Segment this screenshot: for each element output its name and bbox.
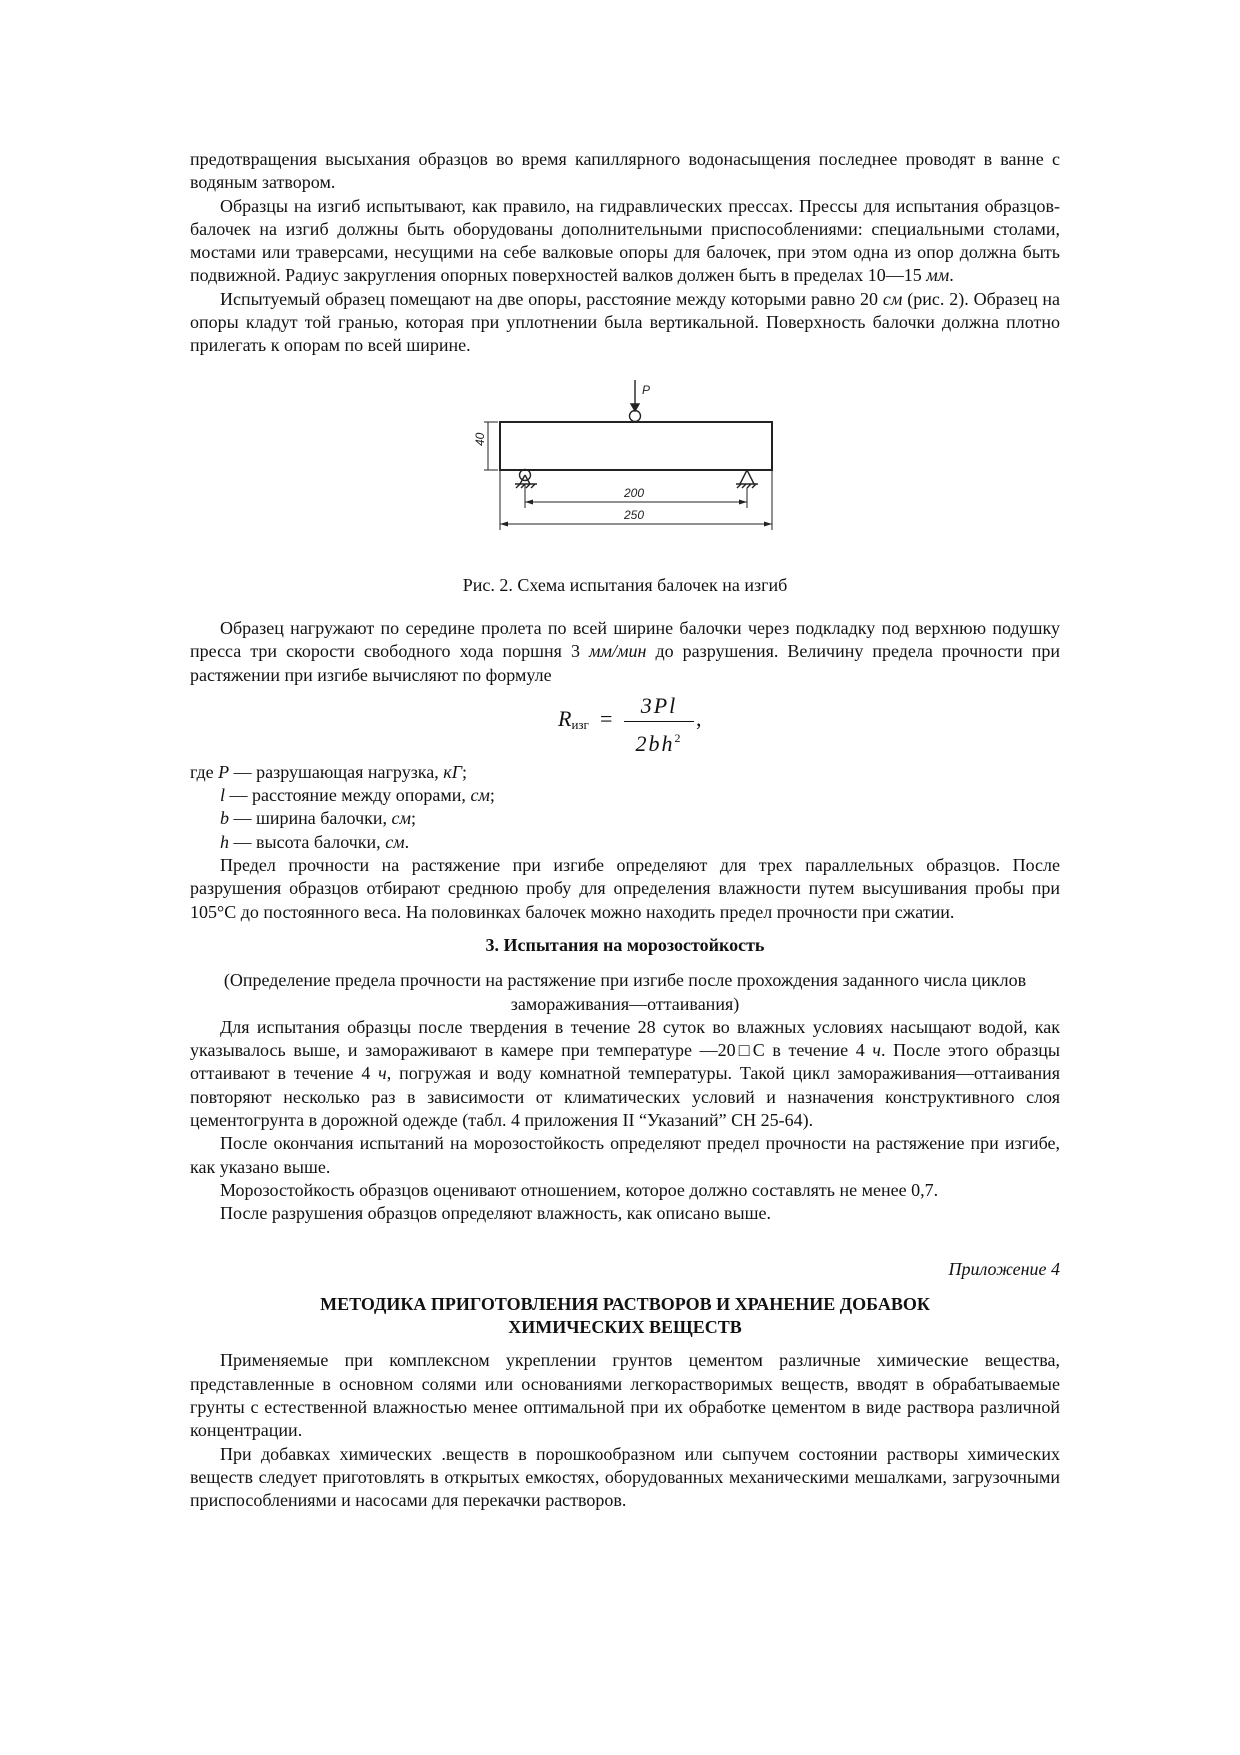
total-length-label: 250 bbox=[624, 507, 645, 522]
paragraph-frost-4: После разрушения образцов определяют влажность, как описано выше. bbox=[220, 1203, 771, 1224]
degree-glyph: □ bbox=[735, 1040, 753, 1061]
formula-denominator bbox=[624, 722, 694, 756]
unit: см bbox=[391, 808, 411, 829]
paragraph-frost-2: После окончания испытаний на морозостойкость определяют предел прочности на растяжение при изгибе, как указано выше. bbox=[190, 1133, 1060, 1177]
paragraph-appendix-2: При добавках химических .веществ в порошкообразном или сыпучем состоянии растворы химических веществ следует приготовлять в открытых емкостях, оборудованных механическими мешалками, загрузочными приспособлениями и насосами для перекачки растворов. bbox=[190, 1443, 1060, 1511]
unit: см bbox=[470, 785, 490, 806]
beam-test-figure bbox=[190, 380, 1060, 552]
text: ; bbox=[411, 808, 417, 829]
variable: l bbox=[220, 785, 226, 806]
text: ; bbox=[461, 761, 467, 782]
title-line-1: МЕТОДИКА ПРИГОТОВЛЕНИЯ РАСТВОРОВ И ХРАНЕНИЕ ДОБАВОК bbox=[320, 1293, 930, 1314]
text: С в течение 4 bbox=[752, 1040, 873, 1061]
unit: мм bbox=[926, 265, 950, 286]
formula-exponent: 2 bbox=[674, 730, 683, 745]
text: , погружая и воду комнатной температуры. Такой цикл замораживания—оттаивания повторяют несколько раз в зависимости от климатических условий и назначения конструктивного слоя цементогрунта в дорожной одежде (табл. 4 приложения II “Указаний” СН 25-64). bbox=[190, 1063, 1060, 1131]
formula-subscript: изг bbox=[571, 716, 589, 732]
text: где bbox=[190, 761, 219, 782]
text: ; bbox=[489, 785, 495, 806]
legend-line-h bbox=[190, 831, 1060, 854]
appendix-label: Приложение 4 bbox=[948, 1258, 1060, 1279]
paragraph-frost-3: Морозостойкость образцов оценивают отношением, которое должно составлять не менее 0,7. bbox=[220, 1179, 939, 1200]
formula-fraction bbox=[624, 691, 694, 756]
paragraph-intro-1: предотвращения высыхания образцов во время капиллярного водонасыщения последнее проводят в ванне с водяным затвором. bbox=[190, 149, 1060, 193]
unit: кГ bbox=[443, 761, 462, 782]
text: Испытуемый образец помещают на две опоры, расстояние между которыми равно 20 bbox=[220, 288, 883, 309]
figure-caption: Рис. 2. Схема испытания балочек на изгиб bbox=[462, 574, 788, 595]
text: — разрушающая нагрузка, bbox=[229, 761, 444, 782]
section-3-title: 3. Испытания на морозостойкость bbox=[485, 934, 765, 955]
height-label: 40 bbox=[473, 432, 487, 446]
legend-line-l bbox=[190, 784, 1060, 807]
unit: ч bbox=[378, 1063, 387, 1084]
paragraph-frost-1 bbox=[190, 1016, 1060, 1132]
formula-numerator: 3Pl bbox=[624, 691, 694, 722]
beam-test-diagram bbox=[440, 380, 780, 552]
paragraph-strength: Предел прочности на растяжение при изгибе определяют для трех параллельных образцов. После разрушения образцов отбирают среднюю пробу для определения влажности путем высушивания пробы при 105°С до постоянного веса. На половинках балочек можно находить предел прочности при сжатии. bbox=[190, 855, 1060, 922]
appendix-title bbox=[190, 1293, 1060, 1340]
paragraph-appendix-1: Применяемые при комплексном укреплении грунтов цементом различные химические вещества, представленные в основном солями или основаниями легкорастворимых веществ, вводят в обрабатываемые грунты с естественной влажностью менее оптимальной при их обработке цементом в виде раствора различной концентрации. bbox=[190, 1350, 1060, 1441]
variable: P bbox=[218, 761, 230, 782]
formula-comma: , bbox=[696, 705, 702, 731]
text: . bbox=[404, 831, 410, 852]
formula-equals: = bbox=[600, 705, 613, 731]
paragraph-loading bbox=[190, 617, 1060, 687]
span-label: 200 bbox=[624, 485, 645, 500]
formula-denominator-text: 2bh bbox=[635, 730, 675, 756]
legend-line-p bbox=[190, 761, 1060, 784]
text: . После этого образцы оттаивают в течение 4 bbox=[190, 1040, 1060, 1084]
legend-line-b bbox=[190, 807, 1060, 830]
unit: см bbox=[385, 831, 405, 852]
text: — расстояние между опорами, bbox=[225, 785, 471, 806]
paragraph-intro-2 bbox=[190, 195, 1060, 288]
document-page bbox=[190, 148, 1060, 1512]
variable: b bbox=[220, 808, 229, 829]
formula-block bbox=[190, 691, 1060, 759]
title-line-2: ХИМИЧЕСКИХ ВЕЩЕСТВ bbox=[508, 1317, 742, 1338]
text: Для испытания образцы после твердения в течение 28 суток во влажных условиях насыщают водой, как указывалось выше, и замораживают в камере при температуре —20 bbox=[190, 1016, 1060, 1061]
text: (рис. 2). Образец на опоры кладут той гранью, которая при уплотнении была вертикальной. Поверхность балочки должна плотно прилегать к опорам по всей ширине. bbox=[190, 288, 1060, 356]
formula-symbol: R bbox=[558, 705, 572, 731]
text: Образец нагружают по середине пролета по всей ширине балочки через подкладку под верхнюю подушку пресса три скорости свободного хода поршня 3 bbox=[190, 617, 1060, 662]
text: — высота балочки, bbox=[229, 831, 386, 852]
unit: ч bbox=[872, 1040, 881, 1061]
load-label: P bbox=[642, 382, 651, 397]
text: Образцы на изгиб испытывают, как правило, на гидравлических прессах. Прессы для испытания образцов-балочек на изгиб должны быть оборудованы дополнительными приспособлениями: специальными столами, мостами или траверсами, несущими на себе валковые опоры для балочек, при этом одна из опор должна быть подвижной. Радиус закругления опорных поверхностей валков должен быть в пределах 10—15 bbox=[190, 195, 1060, 286]
text: до разрушения. Величину предела прочности при растяжении при изгибе вычисляют по формуле bbox=[190, 641, 1060, 685]
paragraph-intro-3 bbox=[190, 288, 1060, 358]
text: . bbox=[949, 265, 954, 286]
unit: см bbox=[882, 288, 903, 309]
section-3-subtitle: (Определение предела прочности на растяжение при изгибе после прохождения заданного числа циклов замораживания—оттаивания) bbox=[223, 970, 1027, 1014]
formula-lhs bbox=[558, 707, 589, 736]
variable: h bbox=[220, 831, 229, 852]
unit: мм/мин bbox=[589, 641, 647, 662]
text: — ширина балочки, bbox=[229, 808, 392, 829]
